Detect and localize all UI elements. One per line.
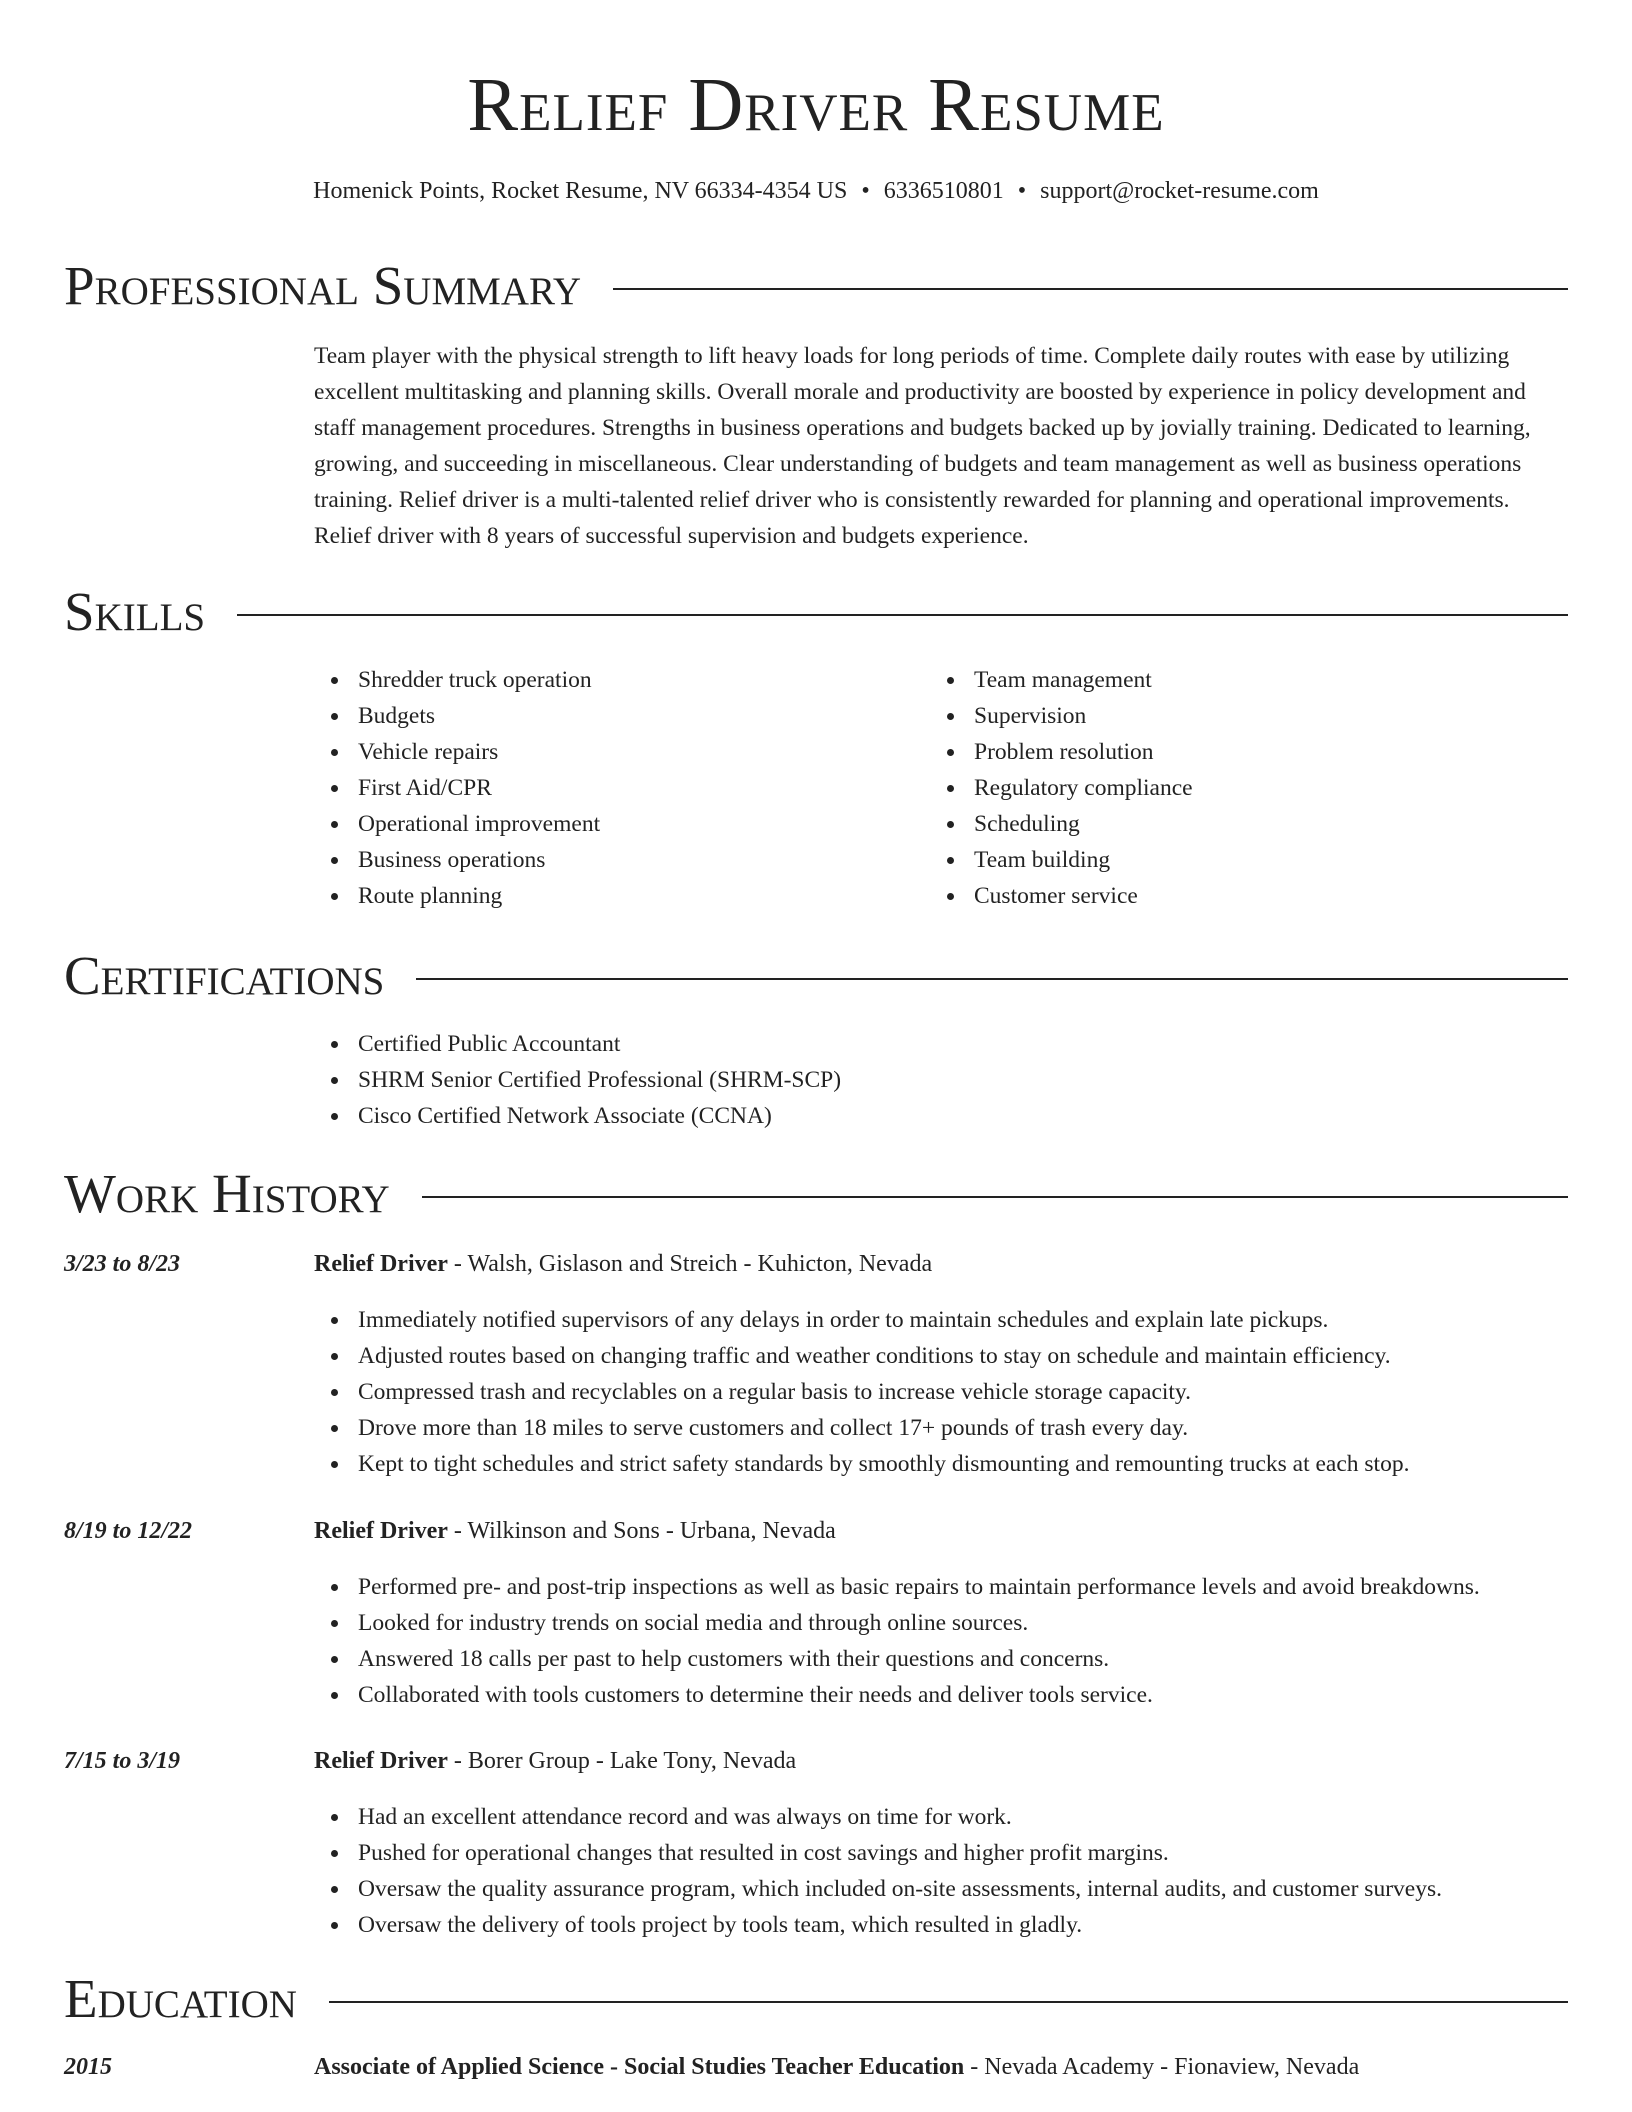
job-duty-item: Oversaw the delivery of tools project by tools team, which resulted in gladly. <box>314 1907 1442 1943</box>
skill-item: First Aid/CPR <box>314 770 600 806</box>
section-divider <box>422 1196 1568 1198</box>
job-dates: 3/23 to 8/23 <box>64 1251 181 1277</box>
skill-item: Business operations <box>314 842 600 878</box>
section-divider <box>237 614 1568 616</box>
job-role: Relief Driver <box>314 1748 448 1774</box>
skills-list-right <box>930 662 1193 914</box>
skill-item: Route planning <box>314 878 600 914</box>
education-degree: Associate of Applied Science - Social Studies Teacher Education <box>314 2054 965 2080</box>
skill-item: Regulatory compliance <box>930 770 1193 806</box>
summary-section-header <box>64 256 1568 316</box>
job-duty-item: Performed pre- and post-trip inspections as well as basic repairs to maintain performance levels and avoid breakdowns. <box>314 1569 1480 1605</box>
certifications-section-header <box>64 946 1568 1006</box>
email-text: support@rocket-resume.com <box>1040 178 1319 204</box>
resume-title: Relief Driver Resume <box>467 63 1165 147</box>
job-role: Relief Driver <box>314 1518 448 1544</box>
certification-item: SHRM Senior Certified Professional (SHRM-SCP) <box>314 1062 841 1098</box>
education-section-header <box>64 1969 1568 2029</box>
job-dates: 7/15 to 3/19 <box>64 1748 181 1774</box>
job-title-line <box>314 1515 836 1547</box>
summary-heading: Professional Summary <box>64 255 582 316</box>
job-employer: - Walsh, Gislason and Streich - Kuhicton, Nevada <box>447 1251 933 1277</box>
contact-separator: • <box>861 178 870 204</box>
contact-separator: • <box>1017 178 1027 204</box>
skill-item: Scheduling <box>930 806 1193 842</box>
education-school: - Nevada Academy - Fionaview, Nevada <box>964 2054 1360 2080</box>
job-duty-item: Oversaw the quality assurance program, which included on-site assessments, internal audits, and customer surveys. <box>314 1871 1442 1907</box>
certification-item: Certified Public Accountant <box>314 1026 841 1062</box>
phone-text: 6336510801 <box>883 178 1004 204</box>
skills-section-header <box>64 582 1568 642</box>
job-duty-item: Answered 18 calls per past to help customers with their questions and concerns. <box>314 1641 1480 1677</box>
job-title-line <box>314 1745 796 1777</box>
work-heading: Work History <box>64 1163 390 1224</box>
skill-item: Shredder truck operation <box>314 662 600 698</box>
summary-text: Team player with the physical strength to lift heavy loads for long periods of time. Complete daily routes with ease by utilizing excellent multitasking and planning skills. Overall morale and productivity are boosted by experience in policy development and staff management procedures. Strengths in business operations and budgets backed up by jovially training. Dedicated to learning, growing, and succeeding in miscellaneous. Clear understanding of budgets and team management as well as business operations training. Relief driver is a multi-talented relief driver who is consistently rewarded for planning and operational improvements. Relief driver with 8 years of successful supervision and budgets experience. <box>314 343 1531 549</box>
certification-item: Cisco Certified Network Associate (CCNA) <box>314 1098 841 1134</box>
skills-heading: Skills <box>64 581 206 642</box>
job-duties-list <box>314 1569 1480 1713</box>
section-divider <box>329 2001 1568 2003</box>
job-duty-item: Adjusted routes based on changing traffic and weather conditions to stay on schedule and maintain efficiency. <box>314 1338 1409 1374</box>
education-heading: Education <box>64 1968 297 2029</box>
job-dates: 8/19 to 12/22 <box>64 1518 193 1544</box>
skill-item: Operational improvement <box>314 806 600 842</box>
certifications-heading: Certifications <box>64 945 385 1006</box>
skill-item: Budgets <box>314 698 600 734</box>
section-divider <box>613 288 1568 290</box>
job-employer: - Wilkinson and Sons - Urbana, Nevada <box>447 1518 836 1544</box>
job-duty-item: Compressed trash and recyclables on a regular basis to increase vehicle storage capacity. <box>314 1374 1409 1410</box>
skill-item: Supervision <box>930 698 1193 734</box>
job-duty-item: Kept to tight schedules and strict safety standards by smoothly dismounting and remounting trucks at each stop. <box>314 1446 1409 1482</box>
job-duties-list <box>314 1799 1442 1943</box>
job-role: Relief Driver <box>314 1251 448 1277</box>
job-duty-item: Pushed for operational changes that resulted in cost savings and higher profit margins. <box>314 1835 1442 1871</box>
job-duty-item: Immediately notified supervisors of any delays in order to maintain schedules and explain late pickups. <box>314 1302 1409 1338</box>
job-duty-item: Looked for industry trends on social media and through online sources. <box>314 1605 1480 1641</box>
education-year: 2015 <box>64 2054 112 2080</box>
job-duties-list <box>314 1302 1409 1482</box>
job-duty-item: Had an excellent attendance record and was always on time for work. <box>314 1799 1442 1835</box>
skill-item: Team building <box>930 842 1193 878</box>
skill-item: Problem resolution <box>930 734 1193 770</box>
work-section-header <box>64 1164 1568 1224</box>
job-title-line <box>314 1248 932 1280</box>
skills-list-left <box>314 662 600 914</box>
certifications-list <box>314 1026 841 1134</box>
job-employer: - Borer Group - Lake Tony, Nevada <box>447 1748 797 1774</box>
job-duty-item: Drove more than 18 miles to serve customers and collect 17+ pounds of trash every day. <box>314 1410 1409 1446</box>
education-line <box>314 2051 1359 2083</box>
skill-item: Team management <box>930 662 1193 698</box>
address-text: Homenick Points, Rocket Resume, NV 66334-4354 US <box>313 178 848 204</box>
skill-item: Customer service <box>930 878 1193 914</box>
contact-line <box>0 176 1632 206</box>
job-duty-item: Collaborated with tools customers to determine their needs and deliver tools service. <box>314 1677 1480 1713</box>
section-divider <box>416 978 1568 980</box>
skill-item: Vehicle repairs <box>314 734 600 770</box>
